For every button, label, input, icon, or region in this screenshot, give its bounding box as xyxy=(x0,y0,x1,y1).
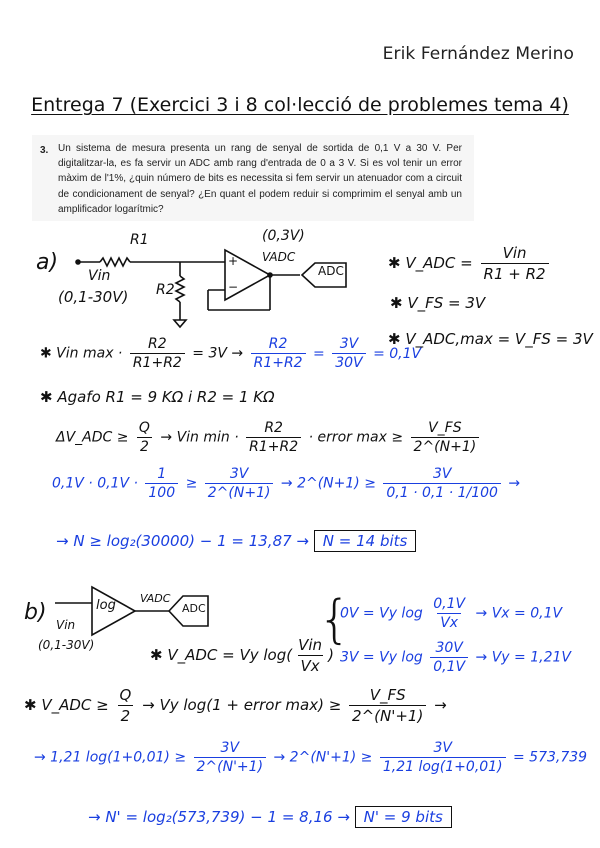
system-eq-vx: 0V = Vy log $\frac{0,1V}{Vx}$ → Vx = 0,1V xyxy=(340,596,563,631)
opamp-plus: + xyxy=(228,254,239,268)
note-vfs: ✱ V_FS = 3V xyxy=(390,294,486,312)
vin-range-label-b: (0,1-30V) xyxy=(38,638,95,652)
eq-resistor-choice: ✱ Agafo R1 = 9 KΩ i R2 = 1 KΩ xyxy=(40,388,275,406)
result-box-b: N' = 9 bits xyxy=(355,806,452,828)
vin-label: Vin xyxy=(88,268,111,284)
adc-block-label: ADC xyxy=(318,264,344,278)
log-block-label: log xyxy=(96,598,116,613)
part-b-label: b) xyxy=(24,600,47,625)
vadc-range-label: (0,3V) xyxy=(262,228,305,244)
page-title: Entrega 7 (Exercici 3 i 8 col·lecció de problemes tema 4) xyxy=(31,94,569,116)
problem-number: 3. xyxy=(40,145,49,156)
eq-bits-result-a: → N ≥ log₂(30000) − 1 = 13,87 → N = 14 bits xyxy=(56,532,416,550)
vin-label-b: Vin xyxy=(56,618,76,632)
system-eq-vy: 3V = Vy log $\frac{30V}{0,1V}$ → Vy = 1,21V xyxy=(340,640,571,675)
opamp-minus: − xyxy=(228,280,239,294)
problem-text: Un sistema de mesura presenta un rang de senyal de sortida de 0,1 V a 30 V. Per digitalitzar-la, es fa servir un ADC amb rang d'entrada de 0 a 3 V. Si es vol tenir un error màxim de l'1%, ¿quin número de bits es necessita si fem servir un atenuador com a circuit de condicionament de senyal? ¿En quant el podem reduir si comprimim el senyal amb un amplificador logarítmic? xyxy=(58,143,462,215)
author-name: Erik Fernández Merino xyxy=(382,44,574,64)
vin-range-label: (0,1-30V) xyxy=(58,288,129,306)
eq-bits-result-b: → N' = log₂(573,739) − 1 = 8,16 → N' = 9 bits xyxy=(88,808,452,826)
r1-label: R1 xyxy=(130,232,149,248)
eq-vin-max: ✱ Vin max · $\frac{R2}{R1+R2}$ = 3V → $\frac{R2}{R1+R2}$ = $\frac{3V}{30V}$ = 0,1V xyxy=(40,336,422,371)
eq-substitution: 0,1V · 0,1V · $\frac{1}{100}$ ≥ $\frac{3V}{2\^{}(N+1)}$ → 2^(N+1) ≥ $\frac{3V}{0,1 \cdot 0,1 \cdot 1/100}$ → xyxy=(52,466,521,501)
vadc-label-b: VADC xyxy=(140,592,171,605)
eq-resolution-condition-b: ✱ V_ADC ≥ $\frac{Q}{2}$ → Vy log(1 + error max) ≥ $\frac{V\_FS}{2\^{}(N'+1)}$ → xyxy=(24,686,447,725)
eq-resolution-condition: ΔV_ADC ≥ $\frac{Q}{2}$ → Vin min · $\frac{R2}{R1+R2}$ · error max ≥ $\frac{V\_FS}{2\^{}(N+1)}$ xyxy=(56,420,482,455)
vadc-label: VADC xyxy=(262,250,296,264)
attenuator-circuit-diagram xyxy=(70,228,360,333)
adc-block-label-b: ADC xyxy=(182,602,206,615)
r2-label: R2 xyxy=(156,282,175,298)
system-brace: { xyxy=(318,590,352,650)
problem-statement xyxy=(32,135,474,221)
note-vadc-max: ✱ V_ADC,max = V_FS = 3V xyxy=(388,330,593,348)
eq-substitution-b: → 1,21 log(1+0,01) ≥ $\frac{3V}{2\^{}(N'+1)}$ → 2^(N'+1) ≥ $\frac{3V}{1,21 \log(1+0,01)}$ = 573,739 xyxy=(34,740,588,775)
part-a-label: a) xyxy=(36,250,59,275)
eq-log-transfer: ✱ V_ADC = Vy log( $\frac{\text{Vin}}{Vx}$ ) xyxy=(150,636,334,675)
note-vadc-formula: ✱ V_ADC = $\frac{\text{Vin}}{R1 + R2}$ xyxy=(388,244,552,283)
result-box-a: N = 14 bits xyxy=(314,530,417,552)
